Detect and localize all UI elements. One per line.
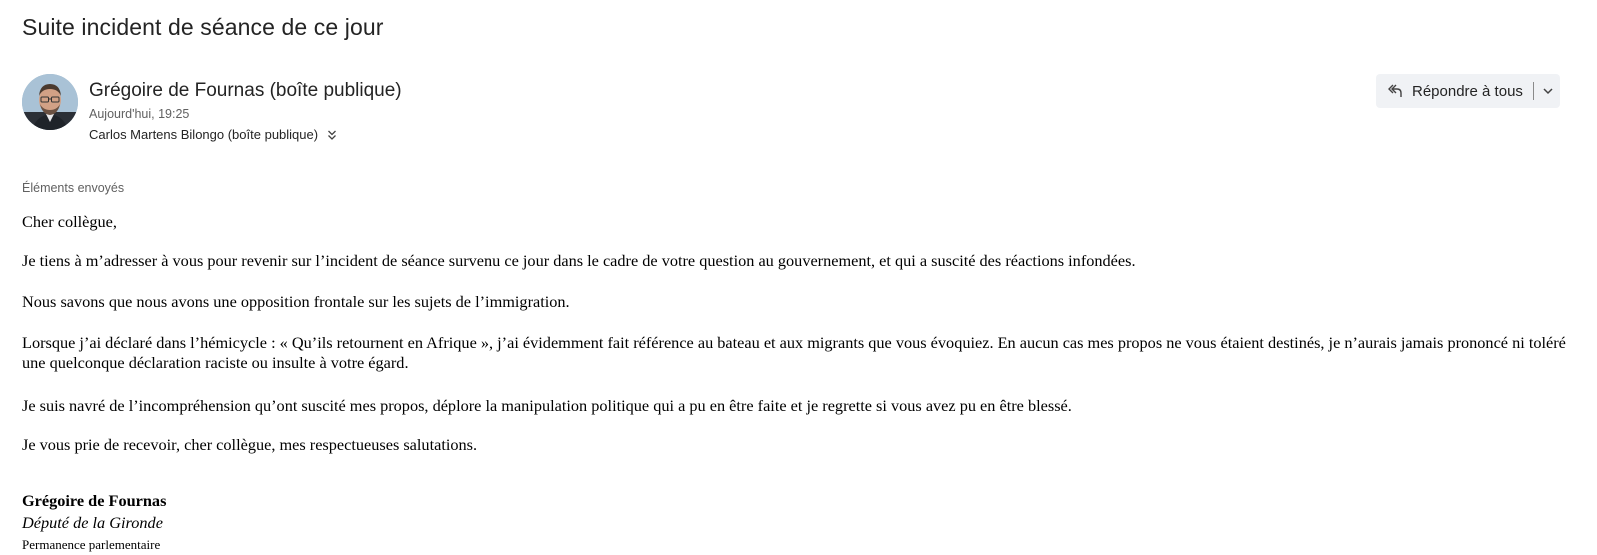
- sent-timestamp: Aujourd'hui, 19:25: [89, 107, 190, 121]
- body-paragraph: Je suis navré de l’incompréhension qu’ont suscité mes propos, déplore la manipulation politique qui a pu en être faite et je regrette si vous avez pu en être blessé.: [22, 396, 1072, 415]
- greeting: Cher collègue,: [22, 212, 117, 231]
- reply-all-label: Répondre à tous: [1412, 82, 1523, 100]
- body-paragraph: Lorsque j’ai déclaré dans l’hémicycle : « Qu’ils retournent en Afrique », j’ai évidemment fait référence au bateau et aux migrants que vous évoquiez. En aucun cas mes propos ne vous étaient destinés, je n’aurais jamais prononcé ni toléré une quelconque déclaration raciste ou insulte à votre égard.: [22, 333, 1566, 372]
- avatar-photo-icon: [22, 74, 78, 130]
- recipient-name[interactable]: Carlos Martens Bilongo (boîte publique): [89, 127, 319, 142]
- signature-name: Grégoire de Fournas: [22, 491, 167, 510]
- signature-title: Député de la Gironde: [22, 513, 163, 532]
- reply-all-button[interactable]: [1376, 74, 1560, 108]
- email-subject: Suite incident de séance de ce jour: [22, 14, 384, 40]
- closing: Je vous prie de recevoir, cher collègue, mes respectueuses salutations.: [22, 435, 478, 454]
- body-paragraph: Nous savons que nous avons une opposition frontale sur les sujets de l’immigration.: [22, 292, 570, 311]
- chevron-down-icon[interactable]: [1541, 84, 1555, 98]
- sender-name[interactable]: Grégoire de Fournas (boîte publique): [89, 80, 402, 101]
- folder-label[interactable]: Éléments envoyés: [22, 181, 125, 195]
- signature-line: Permanence parlementaire: [22, 537, 161, 552]
- reply-all-icon: [1386, 82, 1404, 100]
- button-separator: [1533, 82, 1534, 100]
- recipient-row: [89, 127, 338, 142]
- double-chevron-down-icon[interactable]: [326, 128, 338, 142]
- sender-avatar[interactable]: [22, 74, 78, 130]
- body-paragraph: Je tiens à m’adresser à vous pour revenir sur l’incident de séance survenu ce jour dans le cadre de votre question au gouvernement, et qui a suscité des réactions infondées.: [22, 251, 1136, 270]
